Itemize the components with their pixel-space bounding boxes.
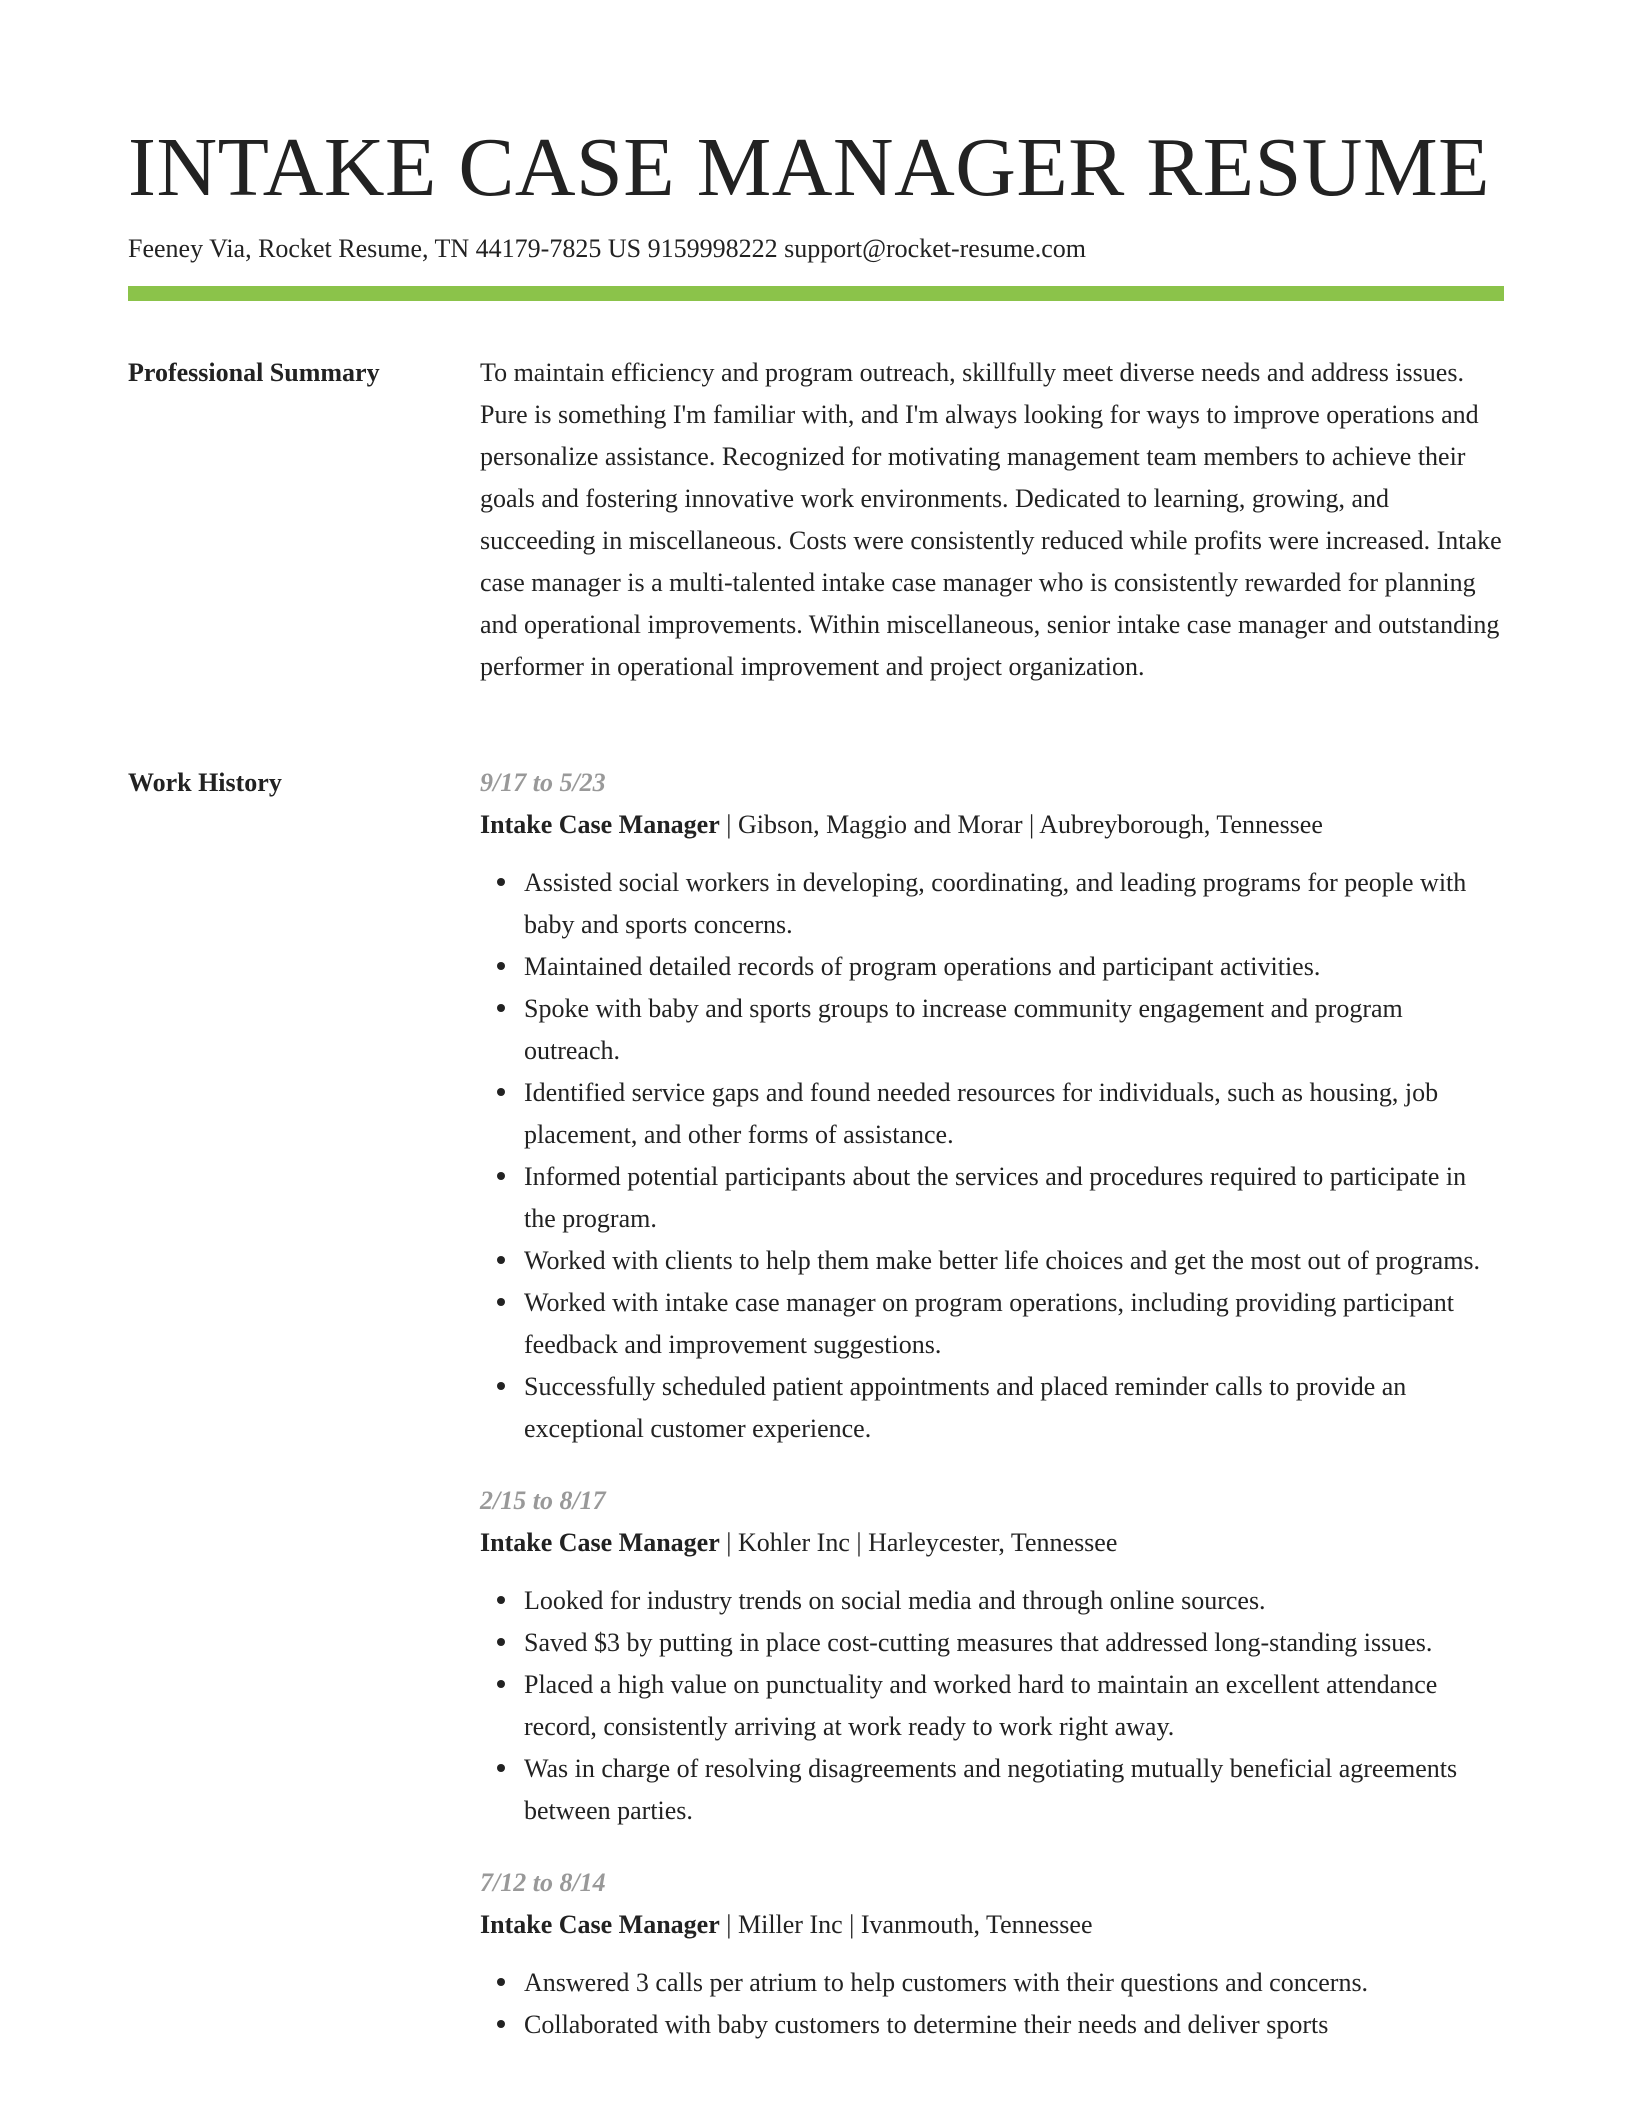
job-bullets [480, 1580, 1504, 1832]
bullet-item: Worked with intake case manager on program operations, including providing participant feedback and improvement suggestions. [524, 1282, 1504, 1366]
bullet-item: Worked with clients to help them make better life choices and get the most out of programs. [524, 1240, 1504, 1282]
job-heading [480, 1904, 1504, 1946]
bullet-item: Assisted social workers in developing, coordinating, and leading programs for people with baby and sports concerns. [524, 862, 1504, 946]
accent-divider [128, 286, 1504, 301]
bullet-item: Successfully scheduled patient appointments and placed reminder calls to provide an exceptional customer experience. [524, 1366, 1504, 1450]
job-details: | Gibson, Maggio and Morar | Aubreyborough, Tennessee [719, 810, 1323, 839]
work-history-heading: Work History [128, 768, 282, 797]
summary-body [480, 352, 1504, 688]
bullet-item: Informed potential participants about the services and procedures required to participate in the program. [524, 1156, 1504, 1240]
job-entry [480, 1480, 1504, 1832]
bullet-item: Placed a high value on punctuality and worked hard to maintain an excellent attendance record, consistently arriving at work ready to work right away. [524, 1664, 1504, 1748]
contact-info: Feeney Via, Rocket Resume, TN 44179-7825 US 9159998222 support@rocket-resume.com [128, 234, 1086, 263]
bullet-item: Identified service gaps and found needed resources for individuals, such as housing, job placement, and other forms of assistance. [524, 1072, 1504, 1156]
bullet-item: Looked for industry trends on social media and through online sources. [524, 1580, 1504, 1622]
summary-text: To maintain efficiency and program outreach, skillfully meet diverse needs and address issues. Pure is something I'm familiar with, and I'm always looking for ways to improve operations and personalize assistance. Recognized for motivating management team members to achieve their goals and fostering innovative work environments. Dedicated to learning, growing, and succeeding in miscellaneous. Costs were consistently reduced while profits were increased. Intake case manager is a multi-talented intake case manager who is consistently rewarded for planning and operational improvements. Within miscellaneous, senior intake case manager and outstanding performer in operational improvement and project organization. [480, 358, 1502, 681]
job-title: Intake Case Manager [480, 1528, 720, 1557]
job-dates: 7/12 to 8/14 [480, 1868, 606, 1897]
job-title: Intake Case Manager [480, 1910, 720, 1939]
job-dates: 2/15 to 8/17 [480, 1486, 606, 1515]
job-bullets [480, 862, 1504, 1450]
bullet-item: Spoke with baby and sports groups to increase community engagement and program outreach. [524, 988, 1504, 1072]
bullet-item: Was in charge of resolving disagreements and negotiating mutually beneficial agreements between parties. [524, 1748, 1504, 1832]
resume-title: INTAKE CASE MANAGER RESUME [128, 121, 1490, 214]
job-entry [480, 1862, 1504, 2046]
job-dates: 9/17 to 5/23 [480, 768, 606, 797]
bullet-item: Collaborated with baby customers to determine their needs and deliver sports [524, 2004, 1504, 2046]
job-entry [480, 762, 1504, 1450]
bullet-item: Answered 3 calls per atrium to help customers with their questions and concerns. [524, 1962, 1504, 2004]
job-details: | Miller Inc | Ivanmouth, Tennessee [719, 1910, 1093, 1939]
job-heading [480, 1522, 1504, 1564]
job-bullets [480, 1962, 1504, 2046]
work-history-body [480, 762, 1504, 2076]
job-heading [480, 804, 1504, 846]
bullet-item: Maintained detailed records of program operations and participant activities. [524, 946, 1504, 988]
bullet-item: Saved $3 by putting in place cost-cutting measures that addressed long-standing issues. [524, 1622, 1504, 1664]
job-title: Intake Case Manager [480, 810, 720, 839]
summary-heading: Professional Summary [128, 358, 380, 387]
job-details: | Kohler Inc | Harleycester, Tennessee [719, 1528, 1118, 1557]
